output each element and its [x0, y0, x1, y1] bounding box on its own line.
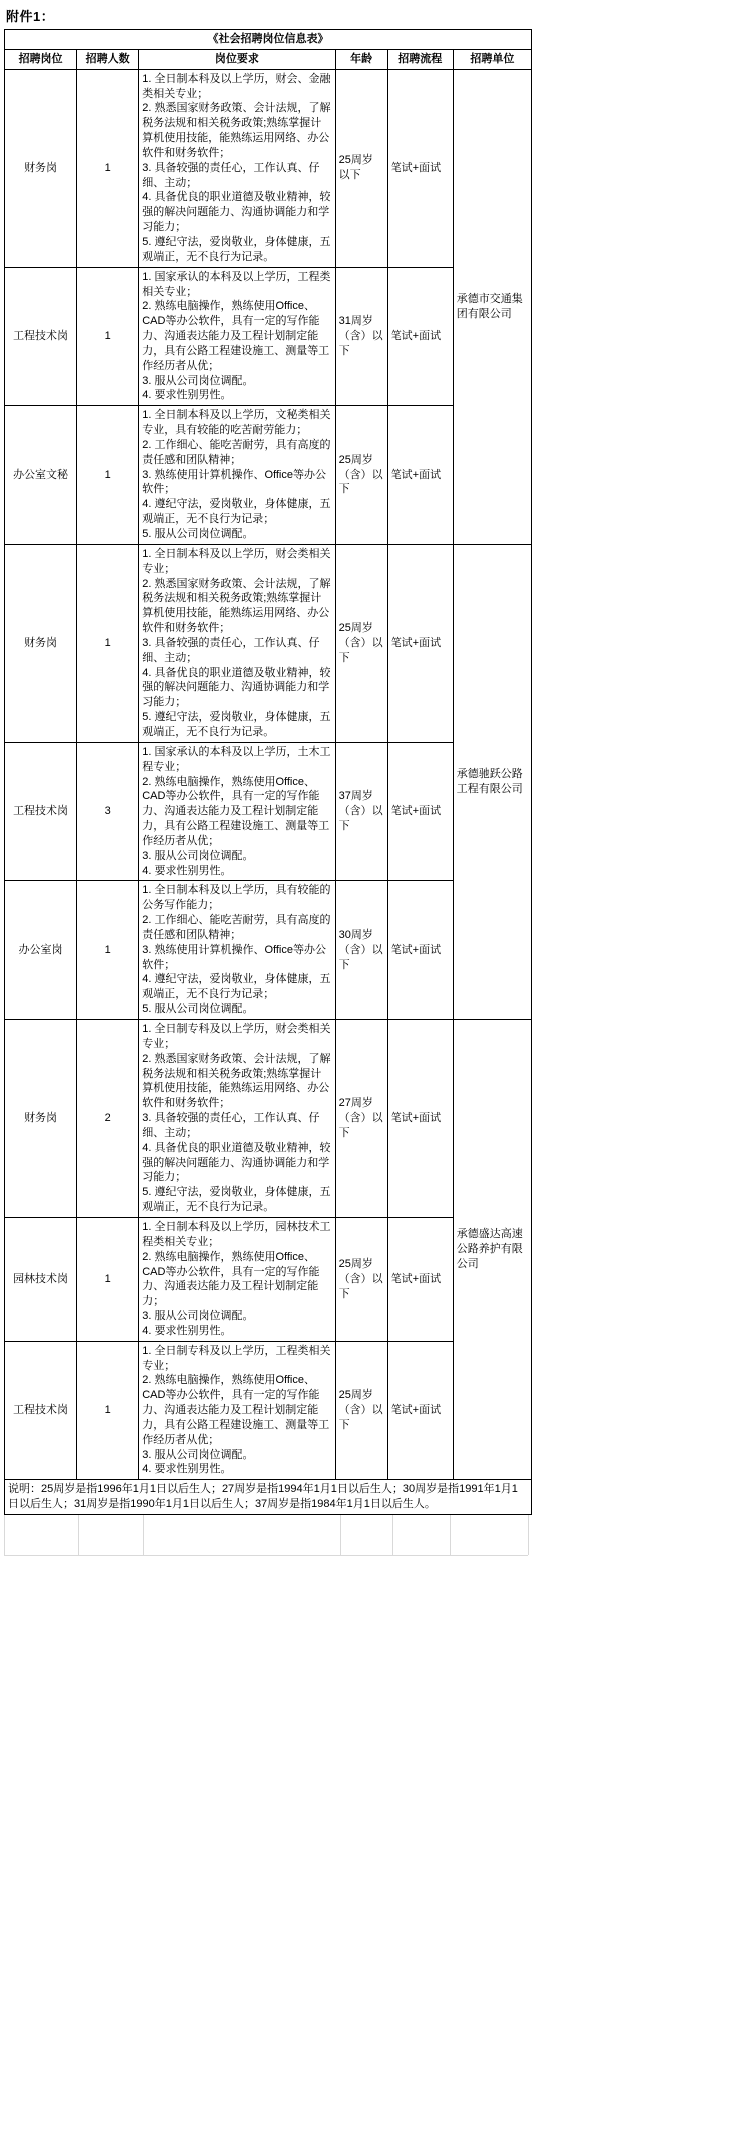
- recruitment-table: [4, 29, 532, 1515]
- cell-requirements: 1. 全日制本科及以上学历，财会、金融类相关专业； 2. 熟悉国家财务政策、会计法规，了解税务法规和相关税务政策;熟练掌握计算机使用技能，能熟练运用网络、办公软件和财务软件； 3. 具备较强的责任心，工作认真、仔细、主动； 4. 具备优良的职业道德及敬业精神，较强的解决问题能力、沟通协调能力和学习能力； 5. 遵纪守法，爱岗敬业，身体健康，五观端正，无不良行为记录。: [139, 69, 335, 267]
- cell-process: 笔试+面试: [387, 406, 453, 545]
- cell-requirements: 1. 全日制专科及以上学历，工程类相关专业； 2. 熟练电脑操作，熟练使用Office、CAD等办公软件，具有一定的写作能力、沟通表达能力及工程计划制定能力，具有公路工程建设施工、测量等工作经历者从优； 3. 服从公司岗位调配。 4. 要求性别男性。: [139, 1341, 335, 1480]
- table-row: [5, 544, 532, 742]
- cell-requirements: 1. 国家承认的本科及以上学历，土木工程专业； 2. 熟练电脑操作，熟练使用Office、CAD等办公软件，具有一定的写作能力、沟通表达能力及工程计划制定能力，具有公路工程建设施工、测量等工作经历者从优； 3. 服从公司岗位调配。 4. 要求性别男性。: [139, 742, 335, 881]
- table-row: [5, 1217, 532, 1341]
- cell-age: 25周岁以下: [335, 69, 387, 267]
- column-header-number: 招聘人数: [77, 49, 139, 69]
- cell-process: 笔试+面试: [387, 544, 453, 742]
- table-row: [5, 881, 532, 1020]
- cell-requirements: 1. 全日制本科及以上学历，具有较能的公务写作能力； 2. 工作细心、能吃苦耐劳，具有高度的责任感和团队精神； 3. 熟练使用计算机操作、Office等办公软件； 4. 遵纪守法，爱岗敬业，身体健康，五观端正，无不良行为记录； 5. 服从公司岗位调配。: [139, 881, 335, 1020]
- cell-number: 1: [77, 267, 139, 406]
- table-row: [5, 69, 532, 267]
- cell-number: 1: [77, 1217, 139, 1341]
- cell-age: 25周岁（含）以下: [335, 544, 387, 742]
- table-note-row: [5, 1480, 532, 1515]
- cell-age: 37周岁（含）以下: [335, 742, 387, 881]
- column-header-post: 招聘岗位: [5, 49, 77, 69]
- column-header-requirements: 岗位要求: [139, 49, 335, 69]
- empty-grid-area: [0, 1515, 740, 1595]
- cell-number: 1: [77, 406, 139, 545]
- cell-post: 办公室文秘: [5, 406, 77, 545]
- cell-requirements: 1. 国家承认的本科及以上学历，工程类相关专业； 2. 熟练电脑操作，熟练使用Office、CAD等办公软件，具有一定的写作能力、沟通表达能力及工程计划制定能力，具有公路工程建设施工、测量等工作经历者从优； 3. 服从公司岗位调配。 4. 要求性别男性。: [139, 267, 335, 406]
- cell-number: 3: [77, 742, 139, 881]
- cell-age: 30周岁（含）以下: [335, 881, 387, 1020]
- cell-process: 笔试+面试: [387, 1020, 453, 1218]
- cell-age: 25周岁（含）以下: [335, 1341, 387, 1480]
- grid-divider: [4, 1515, 5, 1555]
- cell-process: 笔试+面试: [387, 267, 453, 406]
- cell-number: 1: [77, 69, 139, 267]
- cell-age: 27周岁（含）以下: [335, 1020, 387, 1218]
- table-row: [5, 742, 532, 881]
- table-title-row: [5, 30, 532, 50]
- cell-post: 财务岗: [5, 69, 77, 267]
- cell-requirements: 1. 全日制本科及以上学历，文秘类相关专业，具有较能的吃苦耐劳能力； 2. 工作细心、能吃苦耐劳，具有高度的责任感和团队精神； 3. 熟练使用计算机操作、Office等办公软件； 4. 遵纪守法，爱岗敬业，身体健康，五观端正，无不良行为记录； 5. 服从公司岗位调配。: [139, 406, 335, 545]
- cell-post: 工程技术岗: [5, 1341, 77, 1480]
- cell-post: 财务岗: [5, 544, 77, 742]
- cell-number: 2: [77, 1020, 139, 1218]
- cell-age: 25周岁（含）以下: [335, 406, 387, 545]
- table-title: 《社会招聘岗位信息表》: [5, 30, 532, 50]
- table-row: [5, 1341, 532, 1480]
- cell-requirements: 1. 全日制本科及以上学历，财会类相关专业； 2. 熟悉国家财务政策、会计法规，了解税务法规和相关税务政策;熟练掌握计算机使用技能，能熟练运用网络、办公软件和财务软件； 3. 具备较强的责任心，工作认真、仔细、主动； 4. 具备优良的职业道德及敬业精神，较强的解决问题能力、沟通协调能力和学习能力； 5. 遵纪守法，爱岗敬业，身体健康，五观端正，无不良行为记录。: [139, 544, 335, 742]
- cell-age: 31周岁（含）以下: [335, 267, 387, 406]
- grid-divider: [528, 1515, 529, 1555]
- cell-process: 笔试+面试: [387, 881, 453, 1020]
- grid-divider: [4, 1555, 528, 1556]
- column-header-process: 招聘流程: [387, 49, 453, 69]
- cell-unit: 承德市交通集团有限公司: [453, 69, 531, 544]
- cell-post: 财务岗: [5, 1020, 77, 1218]
- cell-process: 笔试+面试: [387, 1341, 453, 1480]
- cell-number: 1: [77, 544, 139, 742]
- cell-process: 笔试+面试: [387, 742, 453, 881]
- cell-age: 25周岁（含）以下: [335, 1217, 387, 1341]
- grid-divider: [78, 1515, 79, 1555]
- cell-number: 1: [77, 1341, 139, 1480]
- cell-post: 办公室岗: [5, 881, 77, 1020]
- column-header-unit: 招聘单位: [453, 49, 531, 69]
- cell-post: 工程技术岗: [5, 742, 77, 881]
- note-text: 说明：25周岁是指1996年1月1日以后生人；27周岁是指1994年1月1日以后生人；30周岁是指1991年1月1日以后生人；31周岁是指1990年1月1日以后生人；37周岁是指1984年1月1日以后生人。: [5, 1480, 532, 1515]
- column-header-age: 年龄: [335, 49, 387, 69]
- cell-post: 园林技术岗: [5, 1217, 77, 1341]
- table-row: [5, 406, 532, 545]
- cell-process: 笔试+面试: [387, 1217, 453, 1341]
- table-row: [5, 267, 532, 406]
- cell-unit: 承德盛达高速公路养护有限公司: [453, 1020, 531, 1480]
- table-header-row: [5, 49, 532, 69]
- cell-post: 工程技术岗: [5, 267, 77, 406]
- grid-divider: [450, 1515, 451, 1555]
- grid-divider: [143, 1515, 144, 1555]
- grid-divider: [392, 1515, 393, 1555]
- grid-divider: [340, 1515, 341, 1555]
- attachment-label: 附件1：: [6, 9, 55, 24]
- cell-requirements: 1. 全日制本科及以上学历，园林技术工程类相关专业； 2. 熟练电脑操作，熟练使用Office、CAD等办公软件，具有一定的写作能力、沟通表达能力及工程计划制定能力； 3. 服从公司岗位调配。 4. 要求性别男性。: [139, 1217, 335, 1341]
- cell-process: 笔试+面试: [387, 69, 453, 267]
- cell-number: 1: [77, 881, 139, 1020]
- cell-requirements: 1. 全日制专科及以上学历，财会类相关专业； 2. 熟悉国家财务政策、会计法规，了解税务法规和相关税务政策;熟练掌握计算机使用技能，能熟练运用网络、办公软件和财务软件； 3. 具备较强的责任心，工作认真、仔细、主动； 4. 具备优良的职业道德及敬业精神，较强的解决问题能力、沟通协调能力和学习能力； 5. 遵纪守法，爱岗敬业，身体健康，五观端正，无不良行为记录。: [139, 1020, 335, 1218]
- table-row: [5, 1020, 532, 1218]
- cell-unit: 承德驰跃公路工程有限公司: [453, 544, 531, 1019]
